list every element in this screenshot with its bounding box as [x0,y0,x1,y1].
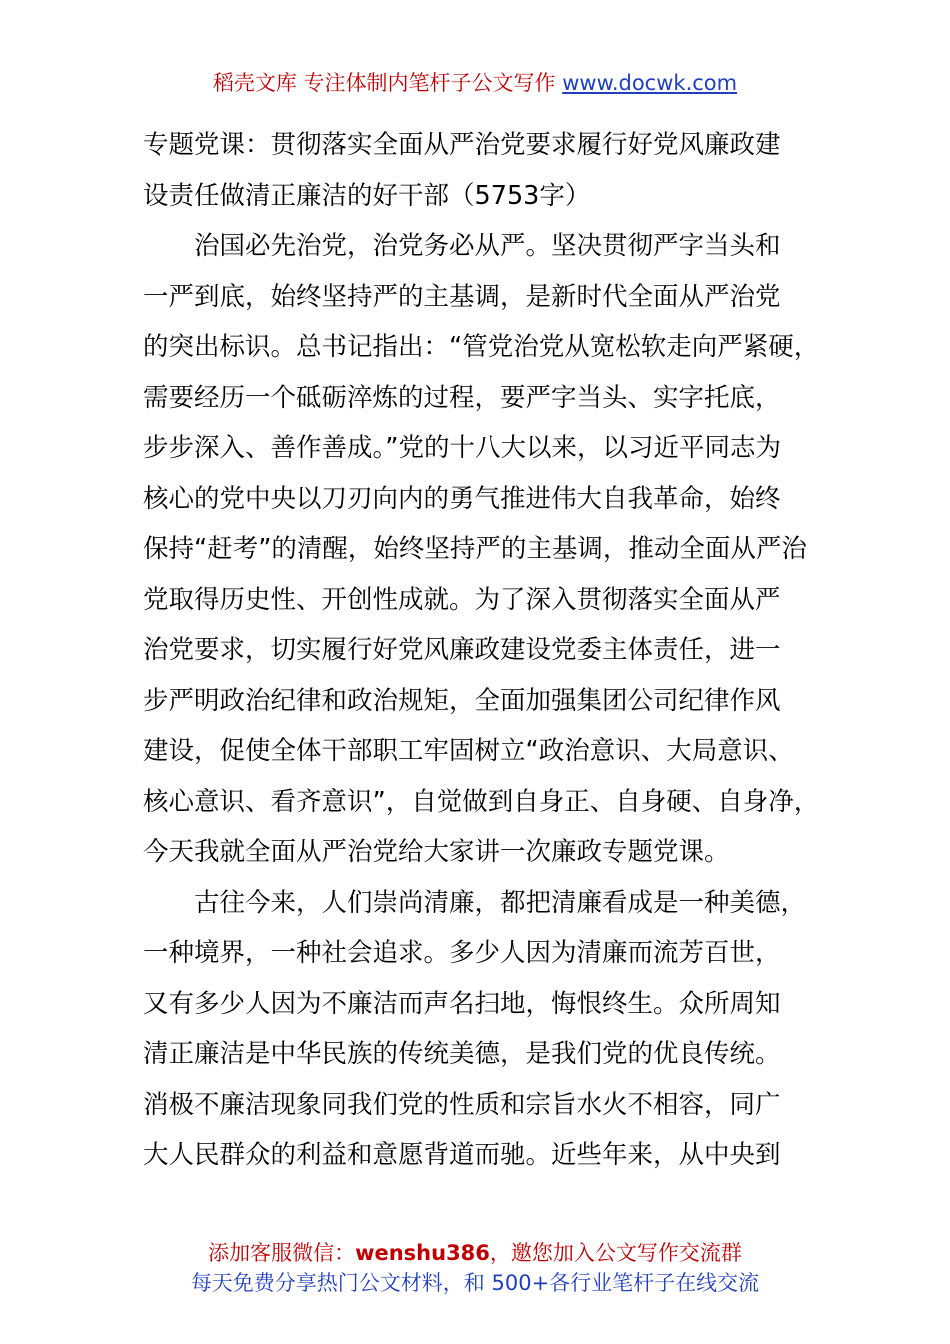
paragraph-line: 核心意识、看齐意识”，自觉做到自身正、自身硬、自身净， [143,786,820,817]
brand-text: 稻壳文库 专注体制内笔杆子公文写作 [212,71,563,95]
wechat-id: wenshu386 [355,1241,490,1265]
page-header [0,68,950,98]
paragraph-line: 一种境界，一种社会追求。多少人因为清廉而流芳百世， [143,938,781,968]
paragraph-line: 步步深入、善作善成。”党的十八大以来，以习近平同志为 [143,433,781,463]
paragraph-line: 消极不廉洁现象同我们党的性质和宗旨水火不相容，同广 [143,1089,781,1120]
paragraph-line: 古往今来，人们崇尚清廉，都把清廉看成是一种美德， [194,887,807,918]
document-title-line: 设责任做清正廉洁的好干部（5753字） [143,180,591,211]
footer-line-wechat [0,1238,950,1268]
paragraph-line: 治国必先治党，治党务必从严。坚决贯彻严字当头和 [194,231,781,261]
paragraph-line: 又有多少人因为不廉洁而声名扫地，悔恨终生。众所周知 [143,988,781,1019]
footer-wechat-suffix: ，邀您加入公文写作交流群 [489,1241,742,1265]
footer-line-share: 每天免费分享热门公文材料，和 500+各行业笔杆子在线交流 [190,1271,760,1295]
paragraph-line: 党取得历史性、开创性成就。为了深入贯彻落实全面从严 [143,584,781,615]
document-title-line: 专题党课：贯彻落实全面从严治党要求履行好党风廉政建 [143,130,781,160]
document-body [143,120,843,1181]
paragraph-line: 保持“赶考”的清醒，始终坚持严的主基调，推动全面从严治 [143,534,807,564]
website-link[interactable]: www.docwk.com [562,71,738,95]
page-footer [0,1238,950,1298]
paragraph-line: 今天我就全面从严治党给大家讲一次廉政专题党课。 [143,837,730,867]
paragraph-line: 步严明政治纪律和政治规矩，全面加强集团公司纪律作风 [143,685,781,716]
paragraph-line: 清正廉洁是中华民族的传统美德，是我们党的优良传统。 [143,1039,781,1069]
paragraph-line: 建设，促使全体干部职工牢固树立“政治意识、大局意识、 [143,736,794,766]
paragraph-line: 大人民群众的利益和意愿背道而驰。近些年来，从中央到 [143,1140,781,1170]
paragraph-line: 一严到底，始终坚持严的主基调，是新时代全面从严治党 [143,281,781,312]
paragraph-line: 治党要求，切实履行好党风廉政建设党委主体责任，进一 [143,635,781,665]
footer-wechat-prefix: 添加客服微信： [208,1241,356,1265]
paragraph-line: 需要经历一个砥砺淬炼的过程，要严字当头、实字托底， [143,382,781,413]
paragraph-line: 的突出标识。总书记指出：“管党治党从宽松软走向严紧硬， [143,332,820,362]
paragraph-line: 核心的党中央以刀刃向内的勇气推进伟大自我革命，始终 [143,483,781,514]
